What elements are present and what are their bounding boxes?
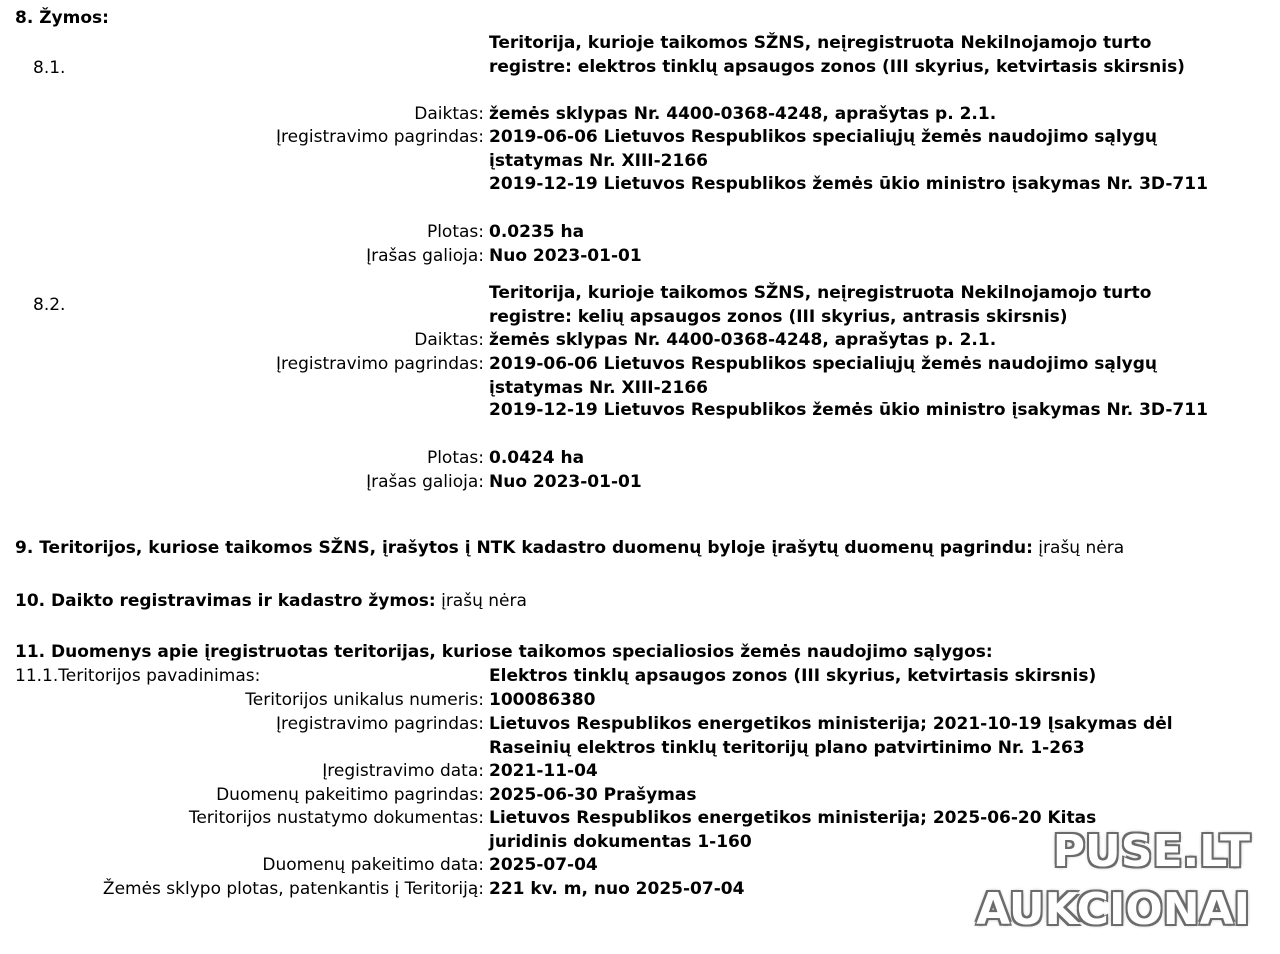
pagrindas-label: Įregistravimo pagrindas: (276, 127, 484, 147)
change-basis-label: Duomenų pakeitimo pagrindas: (216, 785, 484, 805)
galioja-value: Nuo 2023-01-01 (489, 472, 642, 492)
registration-date-label: Įregistravimo data: (322, 761, 484, 781)
section-11-title: 11. Duomenys apie įregistruotas teritorijas, kuriose taikomos specialiosios žemės naudojimo sąlygos: (15, 642, 993, 662)
territory-name-label: 11.1.Teritorijos pavadinimas: (15, 666, 261, 686)
section-10-value: įrašų nėra (435, 591, 527, 611)
change-basis-value: 2025-06-30 Prašymas (489, 785, 697, 805)
establishing-document-value: Lietuvos Respublikos energetikos ministerija; 2025-06-20 Kitas juridinis dokumentas 1-160 (489, 808, 1097, 852)
unique-number-label: Teritorijos unikalus numeris: (245, 690, 484, 710)
unique-number-value: 100086380 (489, 690, 596, 710)
plot-area-label: Žemės sklypo plotas, patenkantis į Teritoriją: (102, 879, 484, 899)
daiktas-value: žemės sklypas Nr. 4400-0368-4248, aprašytas p. 2.1. (489, 330, 997, 350)
plotas-label: Plotas: (426, 222, 484, 242)
item-heading: Teritorija, kurioje taikomos SŽNS, neįregistruota Nekilnojamojo turto registre: kelių apsaugos zonos (III skyrius, antrasis skirsnis) (489, 283, 1152, 327)
pagrindas-value-2: 2019-12-19 Lietuvos Respublikos žemės ūkio ministro įsakymas Nr. 3D-711 (489, 174, 1208, 194)
registration-basis-value: Lietuvos Respublikos energetikos ministerija; 2021-10-19 Įsakymas dėl Raseinių elektros tinklų teritorijų plano patvirtinimo Nr. 1-263 (489, 714, 1173, 758)
section-8-title: 8. Žymos: (15, 8, 109, 28)
change-date-label: Duomenų pakeitimo data: (262, 855, 484, 875)
daiktas-label: Daiktas: (414, 330, 484, 350)
section-10-title: 10. Daikto registravimas ir kadastro žymos: (15, 591, 436, 611)
plot-area-value: 221 kv. m, nuo 2025-07-04 (489, 879, 745, 899)
galioja-label: Įrašas galioja: (366, 246, 484, 266)
watermark-line-1: PUSE.LT (1052, 826, 1250, 877)
pagrindas-value-2: 2019-12-19 Lietuvos Respublikos žemės ūkio ministro įsakymas Nr. 3D-711 (489, 400, 1208, 420)
pagrindas-value-1: 2019-06-06 Lietuvos Respublikos specialiųjų žemės naudojimo sąlygų įstatymas Nr. XIII-2166 (489, 127, 1158, 171)
change-date-value: 2025-07-04 (489, 855, 598, 875)
plotas-label: Plotas: (426, 448, 484, 468)
daiktas-value: žemės sklypas Nr. 4400-0368-4248, aprašytas p. 2.1. (489, 104, 997, 124)
territory-name-value: Elektros tinklų apsaugos zonos (III skyrius, ketvirtasis skirsnis) (489, 666, 1097, 686)
registration-basis-label: Įregistravimo pagrindas: (276, 714, 484, 734)
section-9-value: įrašų nėra (1032, 538, 1125, 558)
item-number: 8.1. (33, 58, 66, 78)
plotas-value: 0.0235 ha (489, 222, 585, 242)
galioja-label: Įrašas galioja: (366, 472, 484, 492)
pagrindas-label: Įregistravimo pagrindas: (276, 354, 484, 374)
item-number: 8.2. (33, 295, 66, 315)
section-9 (15, 537, 1124, 561)
section-9-title: 9. Teritorijos, kuriose taikomos SŽNS, įrašytos į NTK kadastro duomenų byloje įrašytų duomenų pagrindu: (15, 538, 1033, 558)
pagrindas-value-1: 2019-06-06 Lietuvos Respublikos specialiųjų žemės naudojimo sąlygų įstatymas Nr. XIII-2166 (489, 354, 1158, 398)
watermark-line-2: AUKCIONAI (976, 884, 1250, 935)
registration-date-value: 2021-11-04 (489, 761, 598, 781)
plotas-value: 0.0424 ha (489, 448, 585, 468)
daiktas-label: Daiktas: (414, 104, 484, 124)
section-10 (15, 590, 527, 614)
establishing-document-label: Teritorijos nustatymo dokumentas: (188, 808, 484, 828)
item-heading: Teritorija, kurioje taikomos SŽNS, neįregistruota Nekilnojamojo turto registre: elektros tinklų apsaugos zonos (III skyrius, ketvirtasis skirsnis) (489, 33, 1185, 77)
galioja-value: Nuo 2023-01-01 (489, 246, 642, 266)
